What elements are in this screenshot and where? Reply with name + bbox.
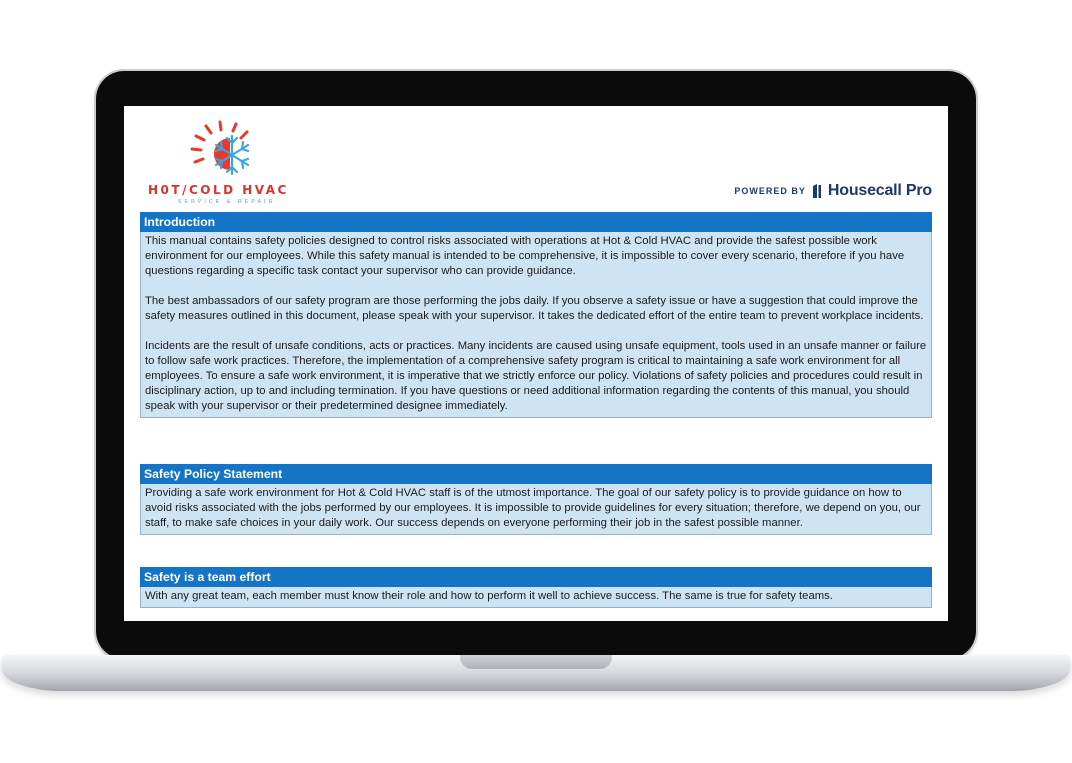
powered-by-label: POWERED BY: [734, 186, 806, 196]
section-introduction: [140, 212, 932, 418]
logo-tagline: SERVICE & REPAIR: [178, 199, 276, 205]
sun-snowflake-icon: [144, 116, 304, 192]
laptop-opening-notch: [460, 655, 612, 669]
logo-wordmark: H0T/COLD HVAC: [148, 183, 289, 197]
section-title: Introduction: [140, 212, 932, 232]
paragraph: With any great team, each member must know their role and how to perform it well to achieve success. The same is true for safety teams.: [145, 590, 833, 602]
paragraph: This manual contains safety policies designed to control risks associated with operations at Hot & Cold HVAC and provide the safest possible work environment for our employees. While this safety manual is intended to be comprehensive, it is impossible to cover every scenario, therefore if you have questions regarding a specific task contact your supervisor who can provide guidance.: [145, 235, 905, 277]
document-header: [124, 106, 948, 210]
powered-by-badge: [734, 182, 932, 200]
paragraph: The best ambassadors of our safety program are those performing the jobs daily. If you observe a safety issue or have a suggestion that could improve the safety measures outlined in this document, please speak with your supervisor. It takes the dedicated effort of the entire team to prevent workplace incidents.: [145, 295, 924, 322]
paragraph: Providing a safe work environment for Hot & Cold HVAC staff is of the utmost importance. The goal of our safety policy is to provide guidance on how to avoid risks associated with the jobs performed by our employees. It is impossible to provide guidelines for every situation; therefore, we depend on you, our staff, to make safe choices in your daily work. Our success depends on everyone performing their job in the safest possible manner.: [145, 487, 921, 529]
section-safety-policy-statement: [140, 464, 932, 535]
housecall-pro-icon: [812, 183, 822, 199]
housecall-pro-brand: Housecall Pro: [827, 182, 932, 199]
section-safety-team-effort: [140, 567, 932, 608]
section-body: [140, 232, 932, 418]
section-body: [140, 587, 932, 608]
section-body: [140, 484, 932, 535]
laptop-screen: [124, 106, 948, 621]
section-title: Safety is a team effort: [140, 567, 932, 587]
paragraph: Incidents are the result of unsafe conditions, acts or practices. Many incidents are caused using unsafe equipment, tools used in an unsafe manner or failure to follow safe work practices. Therefore, the implementation of a comprehensive safety program is critical to maintaining a safe work environment for all employees. To ensure a safe work environment, it is imperative that we strictly enforce our policy. Violations of safety policies and procedures could result in disciplinary action, up to and including termination. If you have questions or need additional information regarding the contents of this manual, you should speak with your supervisor or their predetermined designee immediately.: [145, 340, 927, 412]
section-title: Safety Policy Statement: [140, 464, 932, 484]
